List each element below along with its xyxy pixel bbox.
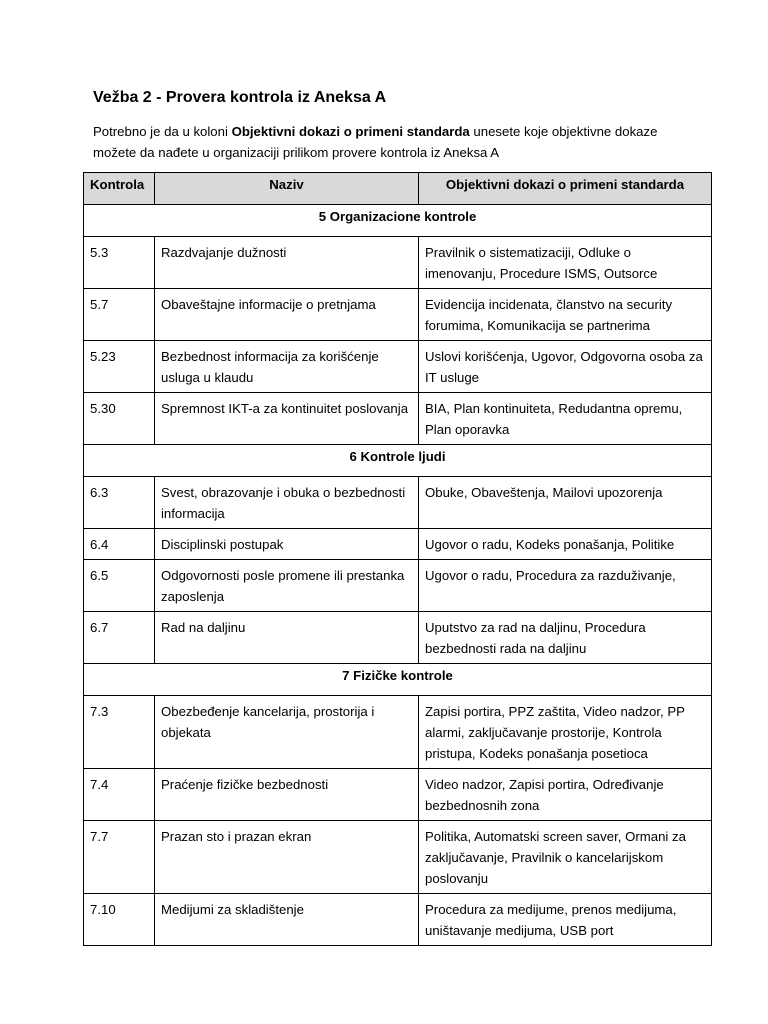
control-name: Obezbeđenje kancelarija, prostorija i objekata [155, 696, 419, 769]
table-row [84, 289, 712, 341]
control-code: 5.30 [84, 393, 155, 445]
control-name: Svest, obrazovanje i obuka o bezbednosti informacija [155, 477, 419, 529]
control-code: 5.7 [84, 289, 155, 341]
section-row [84, 445, 712, 477]
control-evidence: Ugovor o radu, Procedura za razduživanje, [419, 560, 712, 612]
control-evidence: Politika, Automatski screen saver, Ormani za zaključavanje, Pravilnik o kancelarijskom poslovanju [419, 821, 712, 894]
control-name: Medijumi za skladištenje [155, 894, 419, 946]
table-row [84, 821, 712, 894]
control-evidence: Evidencija incidenata, članstvo na security forumima, Komunikacija se partnerima [419, 289, 712, 341]
control-code: 6.5 [84, 560, 155, 612]
control-code: 6.7 [84, 612, 155, 664]
table-header-row [84, 173, 712, 205]
header-kontrola: Kontrola [84, 173, 155, 205]
control-evidence: Procedura za medijume, prenos medijuma, uništavanje medijuma, USB port [419, 894, 712, 946]
table-row [84, 237, 712, 289]
control-code: 7.10 [84, 894, 155, 946]
control-evidence: Pravilnik o sistematizaciji, Odluke o imenovanju, Procedure ISMS, Outsorce [419, 237, 712, 289]
control-name: Praćenje fizičke bezbednosti [155, 769, 419, 821]
control-code: 7.7 [84, 821, 155, 894]
control-evidence: BIA, Plan kontinuiteta, Redudantna opremu, Plan oporavka [419, 393, 712, 445]
control-code: 5.23 [84, 341, 155, 393]
header-dokazi: Objektivni dokazi o primeni standarda [419, 173, 712, 205]
control-evidence: Video nadzor, Zapisi portira, Određivanje bezbednosnih zona [419, 769, 712, 821]
control-evidence: Obuke, Obaveštenja, Mailovi upozorenja [419, 477, 712, 529]
intro-text-end: unesete koje objektivne dokaze možete da nađete u organizaciji prilikom provere kontrola iz Aneksa A [93, 124, 658, 160]
table-row [84, 560, 712, 612]
section-title: 7 Fizičke kontrole [84, 664, 712, 696]
control-evidence: Zapisi portira, PPZ zaštita, Video nadzor, PP alarmi, zaključavanje prostorije, Kontrola pristupa, Kodeks ponašanja posetioca [419, 696, 712, 769]
table-row [84, 529, 712, 560]
control-code: 6.4 [84, 529, 155, 560]
control-name: Prazan sto i prazan ekran [155, 821, 419, 894]
controls-table [83, 172, 712, 946]
control-name: Rad na daljinu [155, 612, 419, 664]
control-code: 6.3 [84, 477, 155, 529]
table-row [84, 769, 712, 821]
section-row [84, 205, 712, 237]
control-name: Spremnost IKT-a za kontinuitet poslovanja [155, 393, 419, 445]
control-evidence: Ugovor o radu, Kodeks ponašanja, Politike [419, 529, 712, 560]
control-code: 7.3 [84, 696, 155, 769]
table-row [84, 393, 712, 445]
intro-paragraph [93, 121, 693, 163]
control-name: Bezbednost informacija za korišćenje usluga u klaudu [155, 341, 419, 393]
intro-text-bold: Objektivni dokazi o primeni standarda [231, 124, 470, 139]
control-name: Obaveštajne informacije o pretnjama [155, 289, 419, 341]
table-row [84, 894, 712, 946]
table-row [84, 477, 712, 529]
section-title: 5 Organizacione kontrole [84, 205, 712, 237]
section-title: 6 Kontrole ljudi [84, 445, 712, 477]
control-evidence: Uputstvo za rad na daljinu, Procedura bezbednosti rada na daljinu [419, 612, 712, 664]
section-row [84, 664, 712, 696]
control-code: 5.3 [84, 237, 155, 289]
control-name: Odgovornosti posle promene ili prestanka zaposlenja [155, 560, 419, 612]
control-name: Razdvajanje dužnosti [155, 237, 419, 289]
table-row [84, 696, 712, 769]
intro-text-start: Potrebno je da u koloni [93, 124, 232, 139]
header-naziv: Naziv [155, 173, 419, 205]
control-code: 7.4 [84, 769, 155, 821]
table-row [84, 612, 712, 664]
control-evidence: Uslovi korišćenja, Ugovor, Odgovorna osoba za IT usluge [419, 341, 712, 393]
control-name: Disciplinski postupak [155, 529, 419, 560]
page-title: Vežba 2 - Provera kontrola iz Aneksa A [93, 89, 387, 106]
table-row [84, 341, 712, 393]
